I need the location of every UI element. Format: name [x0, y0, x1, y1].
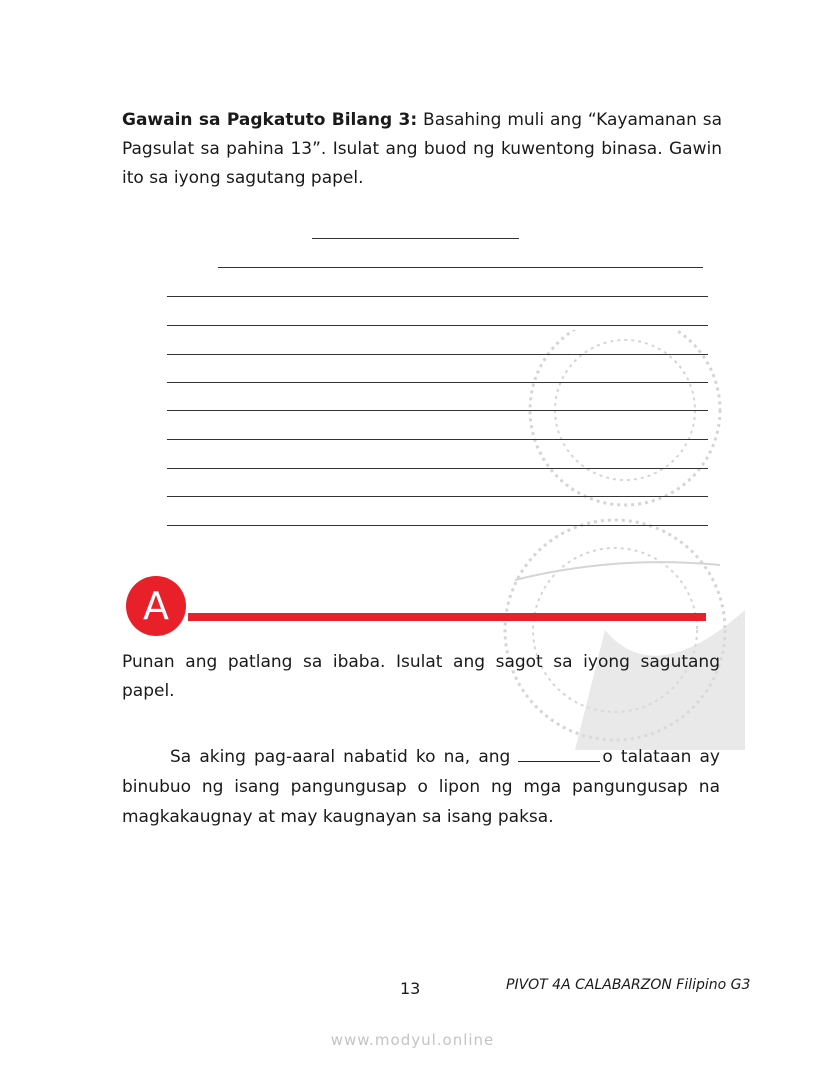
- writing-line: [167, 325, 708, 326]
- writing-line: [167, 354, 708, 355]
- site-url: www.modyul.online: [330, 1031, 495, 1049]
- answer-blank: [518, 747, 600, 762]
- writing-line: [167, 468, 708, 469]
- writing-line: [167, 382, 708, 383]
- page-number: 13: [400, 979, 421, 998]
- writing-line: [167, 439, 708, 440]
- writing-line: [167, 496, 708, 497]
- writing-line: [167, 410, 708, 411]
- fill-in-instruction: Punan ang patlang sa ibaba. Isulat ang sagot sa iyong sagutang papel.: [122, 652, 720, 701]
- paragraph-before: Sa aking pag-aaral nabatid ko na, ang: [170, 747, 519, 767]
- title-line: [312, 238, 519, 239]
- footer-title: PIVOT 4A CALABARZON Filipino G3: [506, 977, 751, 993]
- activity-text: Basahing muli ang “Kayamanan sa Pagsulat sa pahina 13”. Isulat ang buod ng kuwentong binasa. Gawin ito sa iyong sagutang papel.: [122, 110, 722, 188]
- first-line: [218, 267, 703, 268]
- activity-instructions: [122, 106, 722, 193]
- paragraph-after: o talataan ay binubuo ng isang pangungusap o lipon ng mga pangungusap na magkakaugnay at may kaugnayan sa isang paksa.: [122, 747, 720, 827]
- activity-label: Gawain sa Pagkatuto Bilang 3:: [122, 110, 418, 130]
- writing-line: [167, 525, 708, 526]
- fill-in-paragraph: [122, 742, 720, 832]
- section-divider: [188, 613, 706, 621]
- section-badge: A: [126, 576, 186, 636]
- writing-line: [167, 296, 708, 297]
